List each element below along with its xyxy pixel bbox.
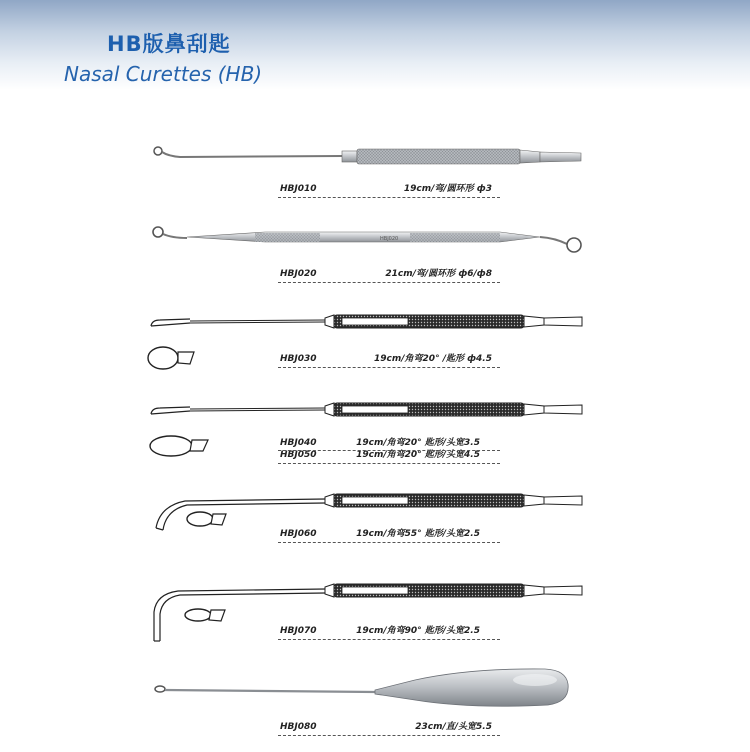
engraved-code: HBJ020 — [380, 236, 399, 242]
product-spec: 19cm/弯/圆环形 ф3 — [403, 184, 492, 194]
caption-hbj030 — [278, 353, 498, 365]
caption-row — [278, 437, 498, 449]
caption-row — [278, 268, 498, 280]
product-code: HBJ040 — [280, 438, 317, 448]
divider — [278, 197, 500, 198]
divider — [278, 367, 500, 368]
catalog-title-chinese: HB版鼻刮匙 — [107, 32, 231, 56]
caption-hbj020 — [278, 268, 498, 280]
product-spec: 19cm/角弯20° 匙形/头宽4.5 — [356, 450, 480, 460]
caption-row — [278, 625, 498, 637]
caption-hbj080 — [278, 721, 498, 733]
product-spec: 21cm/弯/圆环形 ф6/ф8 — [385, 269, 492, 279]
divider — [278, 463, 500, 464]
instrument-hbj010 — [154, 147, 581, 164]
caption-hbj040-hbj050 — [278, 437, 498, 461]
product-spec: 19cm/角弯55° 匙形/头宽2.5 — [356, 529, 480, 539]
divider — [278, 282, 500, 283]
divider — [278, 542, 500, 543]
product-spec: 23cm/直/头宽5.5 — [415, 722, 492, 732]
product-code: HBJ020 — [280, 269, 317, 279]
divider — [278, 450, 500, 451]
product-code: HBJ030 — [280, 354, 317, 364]
instrument-hbj080 — [155, 669, 568, 706]
instrument-hbj020 — [153, 227, 581, 252]
product-code: HBJ010 — [280, 184, 317, 194]
divider — [278, 639, 500, 640]
product-code: HBJ050 — [280, 450, 317, 460]
caption-row — [278, 528, 498, 540]
caption-row — [278, 353, 498, 365]
caption-row — [278, 183, 498, 195]
product-spec: 19cm/角弯20° 匙形/头宽3.5 — [356, 438, 480, 448]
catalog-title-english: Nasal Curettes (HB) — [64, 62, 263, 86]
caption-row — [278, 721, 498, 733]
product-code: HBJ060 — [280, 529, 317, 539]
product-spec: 19cm/角弯90° 匙形/头宽2.5 — [356, 626, 480, 636]
caption-hbj070 — [278, 625, 498, 637]
caption-hbj060 — [278, 528, 498, 540]
product-code: HBJ080 — [280, 722, 317, 732]
instrument-hbj060 — [156, 494, 582, 530]
product-code: HBJ070 — [280, 626, 317, 636]
divider — [278, 735, 500, 736]
caption-hbj010 — [278, 183, 498, 195]
product-spec: 19cm/角弯20° /匙形 ф4.5 — [374, 354, 492, 364]
